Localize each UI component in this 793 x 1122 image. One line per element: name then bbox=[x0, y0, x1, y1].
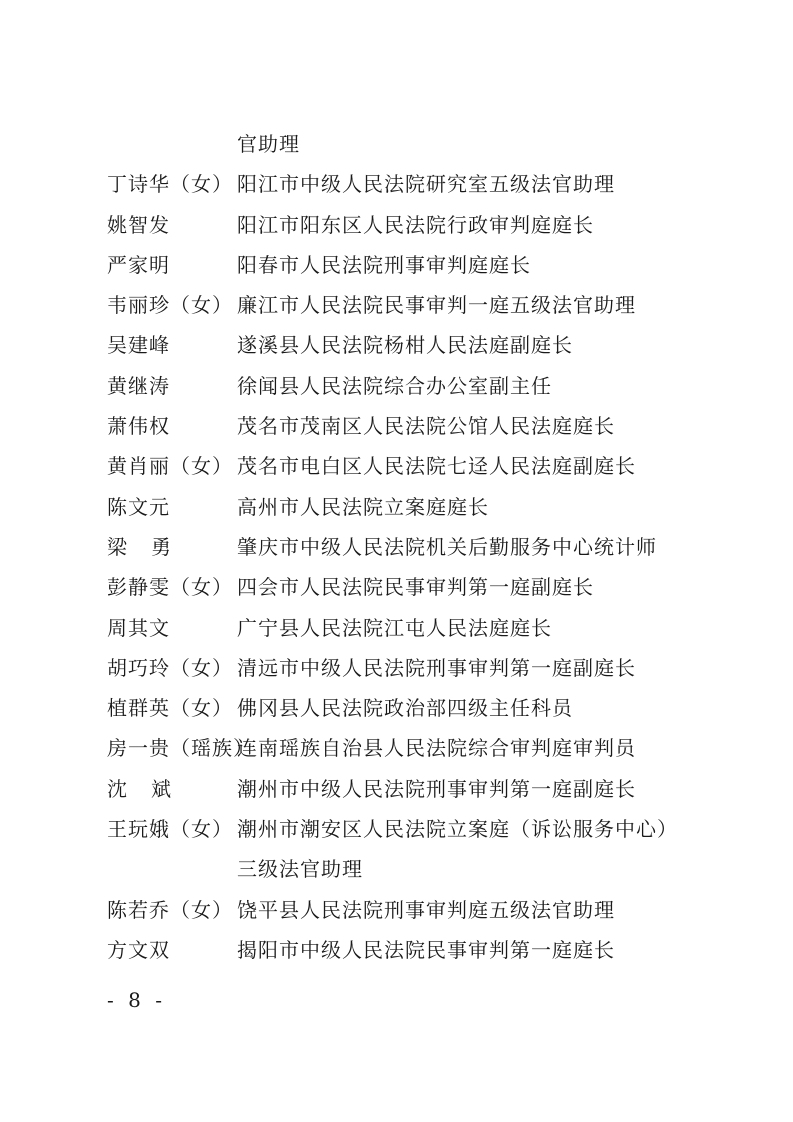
continuation-line bbox=[107, 124, 727, 164]
person-name: 萧伟权 bbox=[107, 414, 170, 439]
person-title: 廉江市人民法院民事审判一庭五级法官助理 bbox=[237, 293, 636, 318]
person-title: 阳江市阳东区人民法院行政审判庭庭长 bbox=[237, 212, 594, 237]
person-name: 陈若乔（女） bbox=[107, 897, 233, 922]
person-title: 潮州市中级人民法院刑事审判第一庭副庭长 bbox=[237, 776, 636, 801]
list-item bbox=[107, 769, 727, 809]
person-title: 阳春市人民法院刑事审判庭庭长 bbox=[237, 252, 531, 277]
list-item bbox=[107, 164, 727, 204]
list-item bbox=[107, 849, 727, 889]
person-name: 黄肖丽（女） bbox=[107, 454, 233, 479]
person-title: 阳江市中级人民法院研究室五级法官助理 bbox=[237, 172, 615, 197]
person-name: 陈文元 bbox=[107, 494, 170, 519]
list-item bbox=[107, 325, 727, 365]
list-item bbox=[107, 406, 727, 446]
person-name: 丁诗华（女） bbox=[107, 172, 233, 197]
person-title: 揭阳市中级人民法院民事审判第一庭庭长 bbox=[237, 937, 615, 962]
person-name: 彭静雯（女） bbox=[107, 575, 233, 600]
person-title: 广宁县人民法院江屯人民法庭庭长 bbox=[237, 615, 552, 640]
list-item bbox=[107, 205, 727, 245]
list-item bbox=[107, 446, 727, 486]
person-name: 王玩娥（女） bbox=[107, 817, 233, 842]
person-name: 植群英（女） bbox=[107, 696, 233, 721]
list-item bbox=[107, 688, 727, 728]
person-title: 四会市人民法院民事审判第一庭副庭长 bbox=[237, 575, 594, 600]
list-item bbox=[107, 728, 727, 768]
list-item bbox=[107, 648, 727, 688]
person-title: 佛冈县人民法院政治部四级主任科员 bbox=[237, 696, 573, 721]
list-item bbox=[107, 608, 727, 648]
person-name: 方文双 bbox=[107, 937, 170, 962]
list-item bbox=[107, 890, 727, 930]
list-item bbox=[107, 366, 727, 406]
person-title: 高州市人民法院立案庭庭长 bbox=[237, 494, 489, 519]
list-item bbox=[107, 245, 727, 285]
person-name: 房一贵（瑶族） bbox=[107, 736, 254, 761]
list-item bbox=[107, 930, 727, 970]
person-title: 遂溪县人民法院杨柑人民法庭副庭长 bbox=[237, 333, 573, 358]
person-name: 吴建峰 bbox=[107, 333, 170, 358]
personnel-list bbox=[107, 124, 727, 970]
list-item bbox=[107, 567, 727, 607]
person-name: 韦丽珍（女） bbox=[107, 293, 233, 318]
person-name: 沈斌 bbox=[107, 776, 195, 801]
list-item bbox=[107, 285, 727, 325]
person-title: 清远市中级人民法院刑事审判第一庭副庭长 bbox=[237, 655, 636, 680]
person-title: 肇庆市中级人民法院机关后勤服务中心统计师 bbox=[237, 534, 657, 559]
person-title: 连南瑶族自治县人民法院综合审判庭审判员 bbox=[237, 736, 636, 761]
continuation-text: 官助理 bbox=[237, 132, 300, 156]
person-name: 梁勇 bbox=[107, 534, 195, 559]
person-name: 周其文 bbox=[107, 615, 170, 640]
person-title: 潮州市潮安区人民法院立案庭（诉讼服务中心） bbox=[237, 817, 678, 842]
person-title: 茂名市电白区人民法院七迳人民法庭副庭长 bbox=[237, 454, 636, 479]
list-item bbox=[107, 809, 727, 849]
person-title: 饶平县人民法院刑事审判庭五级法官助理 bbox=[237, 897, 615, 922]
page-number: - 8 - bbox=[107, 988, 166, 1012]
person-title: 三级法官助理 bbox=[237, 857, 363, 882]
list-item bbox=[107, 527, 727, 567]
person-name: 姚智发 bbox=[107, 212, 170, 237]
person-name: 胡巧玲（女） bbox=[107, 655, 233, 680]
person-title: 茂名市茂南区人民法院公馆人民法庭庭长 bbox=[237, 414, 615, 439]
list-item bbox=[107, 487, 727, 527]
person-name: 黄继涛 bbox=[107, 373, 170, 398]
person-name: 严家明 bbox=[107, 252, 170, 277]
person-title: 徐闻县人民法院综合办公室副主任 bbox=[237, 373, 552, 398]
